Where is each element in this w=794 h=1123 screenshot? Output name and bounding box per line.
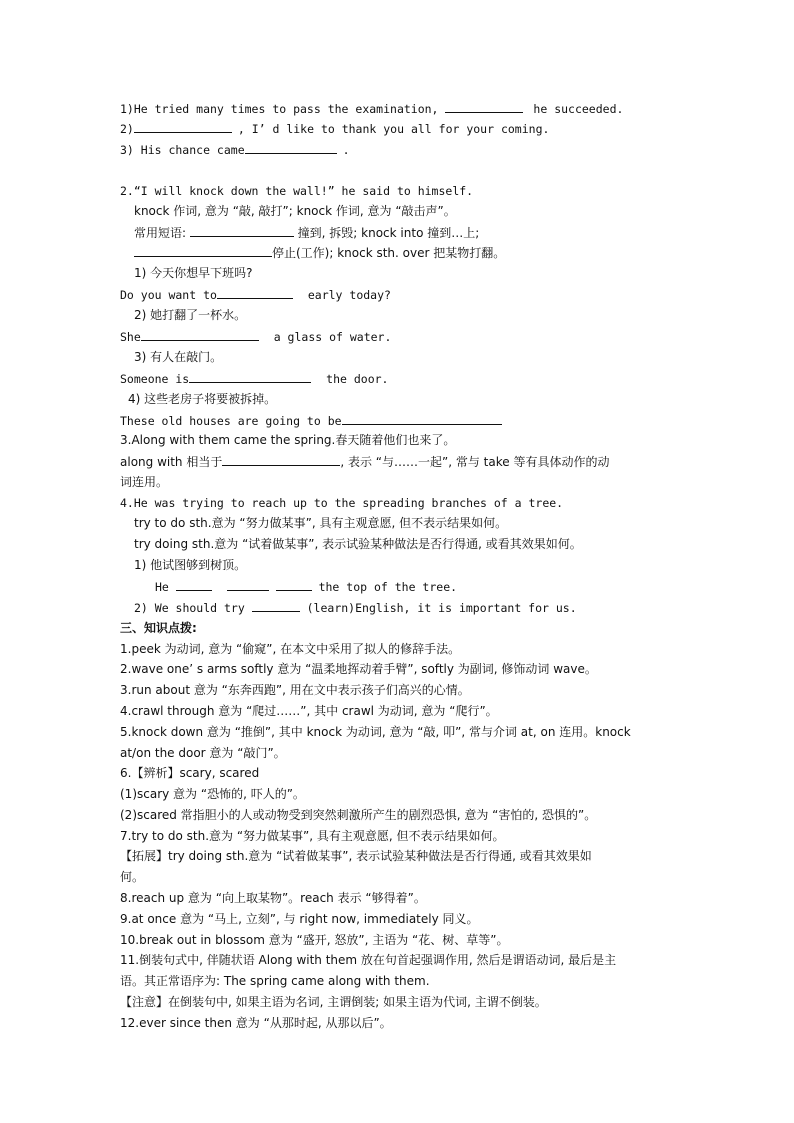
line-text: These old houses are going to be (120, 414, 342, 428)
translation-prompt-3: 3) 有人在敲门。 (134, 350, 223, 364)
knowledge-point-8: 8.reach up 意为 “向上取某物”。reach 表示 “够得着”。 (120, 891, 426, 905)
translation-prompt-5: 1) 他试图够到树顶。 (134, 558, 247, 572)
translation-answer-3 (120, 371, 389, 386)
line-text: along with 相当于 (120, 455, 223, 469)
knowledge-point-3: 3.run about 意为 “东奔西跑”, 用在文中表示孩子们高兴的心情。 (120, 683, 470, 697)
line-text (212, 580, 219, 594)
answer-blank[interactable] (134, 121, 232, 133)
line-text: Someone is (120, 372, 190, 386)
try-doing-note: try doing sth.意为 “试着做某事”, 表示试验某种做法是否行得通, 或看其效果如何。 (134, 537, 582, 551)
translation-prompt-1: 1) 今天你想早下班吗? (134, 266, 253, 280)
line-text: 停止(工作); knock sth. over 把某物打翻。 (272, 246, 506, 260)
knowledge-point-7: 7.try to do sth.意为 “努力做某事”, 具有主观意愿, 但不表示结果如何。 (120, 829, 505, 843)
answer-blank[interactable] (227, 579, 269, 591)
point-4-heading: 4.He was trying to reach up to the spreading branches of a tree. (120, 496, 564, 510)
line-text: 3) His chance came (120, 143, 245, 157)
line-text (269, 580, 276, 594)
answer-blank[interactable] (134, 245, 272, 257)
answer-blank[interactable] (141, 329, 259, 341)
exercise-1-item-1 (120, 101, 623, 116)
line-text: , I’ d like to thank you all for your coming. (237, 122, 550, 136)
knowledge-point-6-1: (1)scary 意为 “恐怖的, 吓人的”。 (120, 787, 305, 801)
line-text: . (342, 143, 350, 157)
line-text: early today? (300, 288, 391, 302)
translation-answer-4 (120, 413, 502, 428)
line-text: 常用短语: (134, 226, 190, 240)
extension-note-cont: 何。 (120, 870, 145, 884)
knowledge-point-6: 6.【辨析】scary, scared (120, 766, 260, 780)
translation-answer-5 (155, 579, 457, 594)
line-text: 撞到, 拆毁; knock into 撞到…上; (293, 226, 480, 240)
extension-note: 【拓展】try doing sth.意为 “试着做某事”, 表示试验某种做法是否行得通, 或看其效果如 (120, 849, 592, 863)
knowledge-point-4: 4.crawl through 意为 “爬过……”, 其中 crawl 为动词, 意为 “爬行”。 (120, 704, 498, 718)
translation-prompt-2: 2) 她打翻了一杯水。 (134, 308, 247, 322)
answer-blank[interactable] (445, 101, 523, 113)
knowledge-point-12: 12.ever since then 意为 “从那时起, 从那以后”。 (120, 1016, 392, 1030)
knowledge-point-1: 1.peek 为动词, 意为 “偷窥”, 在本文中采用了拟人的修辞手法。 (120, 642, 461, 656)
answer-blank[interactable] (217, 287, 293, 299)
exercise-1-item-2 (120, 121, 549, 136)
knowledge-point-5-cont: at/on the door 意为 “敲门”。 (120, 746, 286, 760)
knowledge-point-10: 10.break out in blossom 意为 “盛开, 怒放”, 主语为 “花、树、草等”。 (120, 933, 509, 947)
try-to-do-note: try to do sth.意为 “努力做某事”, 具有主观意愿, 但不表示结果如何。 (134, 516, 508, 530)
point-3-heading: 3.Along with them came the spring.春天随着他们也来了。 (120, 433, 456, 447)
answer-blank[interactable] (245, 142, 337, 154)
answer-blank[interactable] (252, 600, 300, 612)
answer-blank[interactable] (190, 225, 294, 237)
translation-answer-1 (120, 287, 391, 302)
common-phrases-cont (134, 245, 505, 260)
line-text: the top of the tree. (311, 580, 458, 594)
answer-blank[interactable] (276, 579, 312, 591)
line-text: , 表示 “与……一起”, 常与 take 等有具体动作的动 (340, 455, 610, 469)
common-phrases (134, 225, 479, 240)
knowledge-point-2: 2.wave one’ s arms softly 意为 “温柔地挥动着手臂”, softly 为副词, 修饰动词 wave。 (120, 662, 597, 676)
fill-in-item-2 (134, 600, 577, 615)
line-text: 1)He tried many times to pass the examination, (120, 102, 446, 116)
line-text: 2) We should try (134, 601, 252, 615)
line-text: the door. (319, 372, 389, 386)
point-2-heading: 2.“I will knock down the wall!” he said to himself. (120, 184, 474, 198)
answer-blank[interactable] (342, 413, 502, 425)
knowledge-point-11-cont: 语。其正常语序为: The spring came along with them. (120, 974, 430, 988)
line-text: 2) (120, 122, 134, 136)
section-heading-knowledge-points: 三、知识点拨: (120, 621, 197, 635)
knowledge-point-11: 11.倒装句式中, 伴随状语 Along with them 放在句首起强调作用, 然后是谓语动词, 最后是主 (120, 953, 617, 967)
translation-prompt-4: 4) 这些老房子将要被拆掉。 (128, 392, 277, 406)
answer-blank[interactable] (176, 579, 212, 591)
translation-answer-2 (120, 329, 391, 344)
line-text: She (120, 330, 141, 344)
line-text: he succeeded. (533, 102, 624, 116)
along-with-note-cont: 词连用。 (120, 475, 169, 489)
knowledge-point-5: 5.knock down 意为 “推倒”, 其中 knock 为动词, 意为 “敲, 叩”, 常与介词 at, on 连用。knock (120, 725, 631, 739)
along-with-note (120, 454, 609, 469)
knowledge-point-6-2: (2)scared 常指胆小的人或动物受到突然刺激所产生的剧烈恐惧, 意为 “害怕的, 恐惧的”。 (120, 808, 597, 822)
knock-definition: knock 作词, 意为 “敲, 敲打”; knock 作词, 意为 “敲击声”。 (134, 204, 456, 218)
attention-note: 【注意】在倒装句中, 如果主语为名词, 主谓倒装; 如果主语为代词, 主谓不倒装。 (120, 995, 547, 1009)
answer-blank[interactable] (222, 454, 340, 466)
knowledge-point-9: 9.at once 意为 “马上, 立刻”, 与 right now, immediately 同义。 (120, 912, 479, 926)
line-text: Do you want to (120, 288, 217, 302)
line-text: (learn)English, it is important for us. (299, 601, 577, 615)
answer-blank[interactable] (189, 371, 311, 383)
exercise-1-item-3 (120, 142, 350, 157)
line-text: He (155, 580, 176, 594)
line-text: a glass of water. (266, 330, 392, 344)
